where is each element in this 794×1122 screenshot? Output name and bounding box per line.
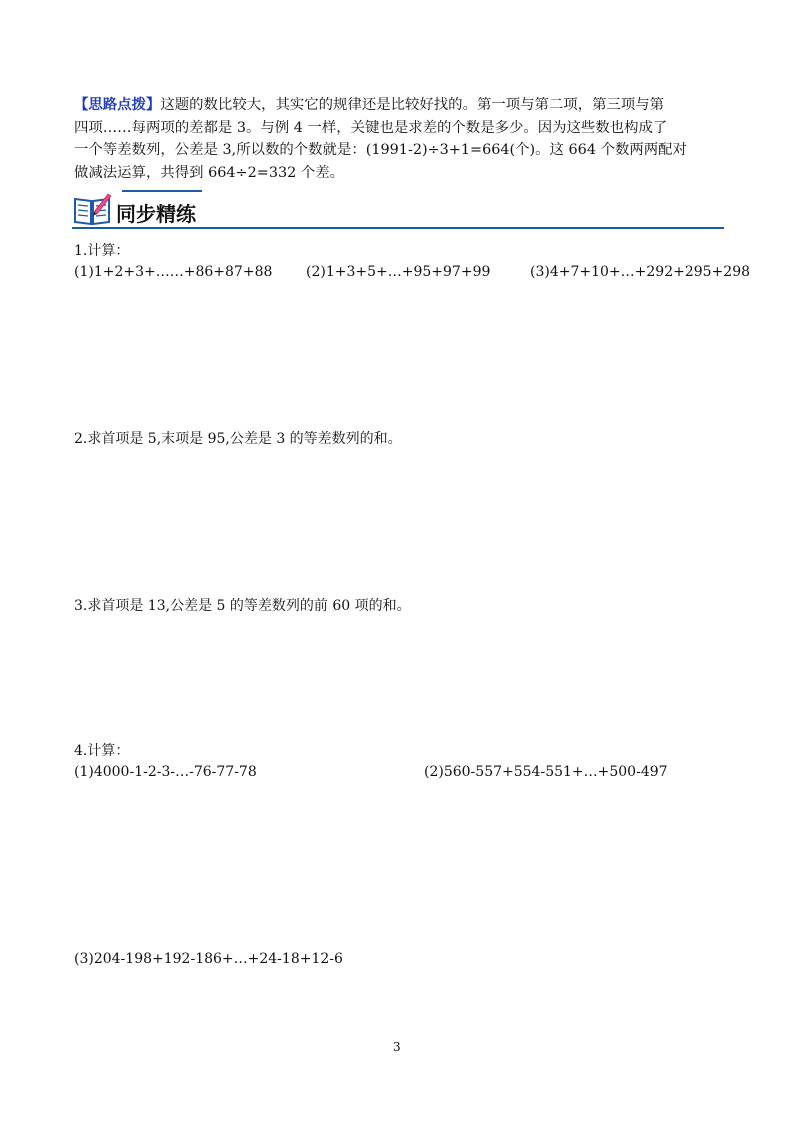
question-4-stem: 4.计算： (74, 743, 130, 759)
hint-label: 【思路点拨】 (74, 97, 161, 113)
section-underline (72, 227, 724, 229)
hint-line-4: 做减法运算，共得到 664÷2=332 个差。 (74, 164, 345, 181)
hint-line-1: 【思路点拨】这题的数比较大，其实它的规律还是比较好找的。第一项与第二项，第三项与第 (74, 97, 665, 113)
hint-paragraph (74, 94, 724, 184)
section-title: 同步精练 (116, 202, 196, 226)
hint-line-3: 一个等差数列，公差是 3,所以数的个数就是：(1991-2)÷3+1=664(个)。这 664 个数两两配对 (74, 142, 687, 158)
page-number: 3 (393, 1040, 401, 1054)
question-1-part-3: (3)4+7+10+…+292+295+298 (530, 264, 751, 280)
question-1-stem: 1.计算： (74, 243, 130, 259)
question-4-part-3: (3)204-198+192-186+…+24-18+12-6 (74, 951, 343, 967)
open-book-pen-icon (72, 192, 112, 226)
question-4-part-2: (2)560-557+554-551+…+500-497 (424, 764, 668, 780)
question-4-part-1: (1)4000-1-2-3-…-76-77-78 (74, 764, 257, 780)
hint-line-2: 四项……每两项的差都是 3。与例 4 一样，关键也是求差的个数是多少。因为这些数也构成了 (74, 119, 668, 136)
question-3-stem: 3.求首项是 13,公差是 5 的等差数列的前 60 项的和。 (74, 598, 411, 614)
question-2-stem: 2.求首项是 5,末项是 95,公差是 3 的等差数列的和。 (74, 431, 402, 447)
section-top-rule (122, 190, 202, 192)
question-1-part-2: (2)1+3+5+…+95+97+99 (306, 264, 491, 280)
section-header (72, 188, 724, 230)
question-1-part-1: (1)1+2+3+……+86+87+88 (74, 264, 273, 280)
